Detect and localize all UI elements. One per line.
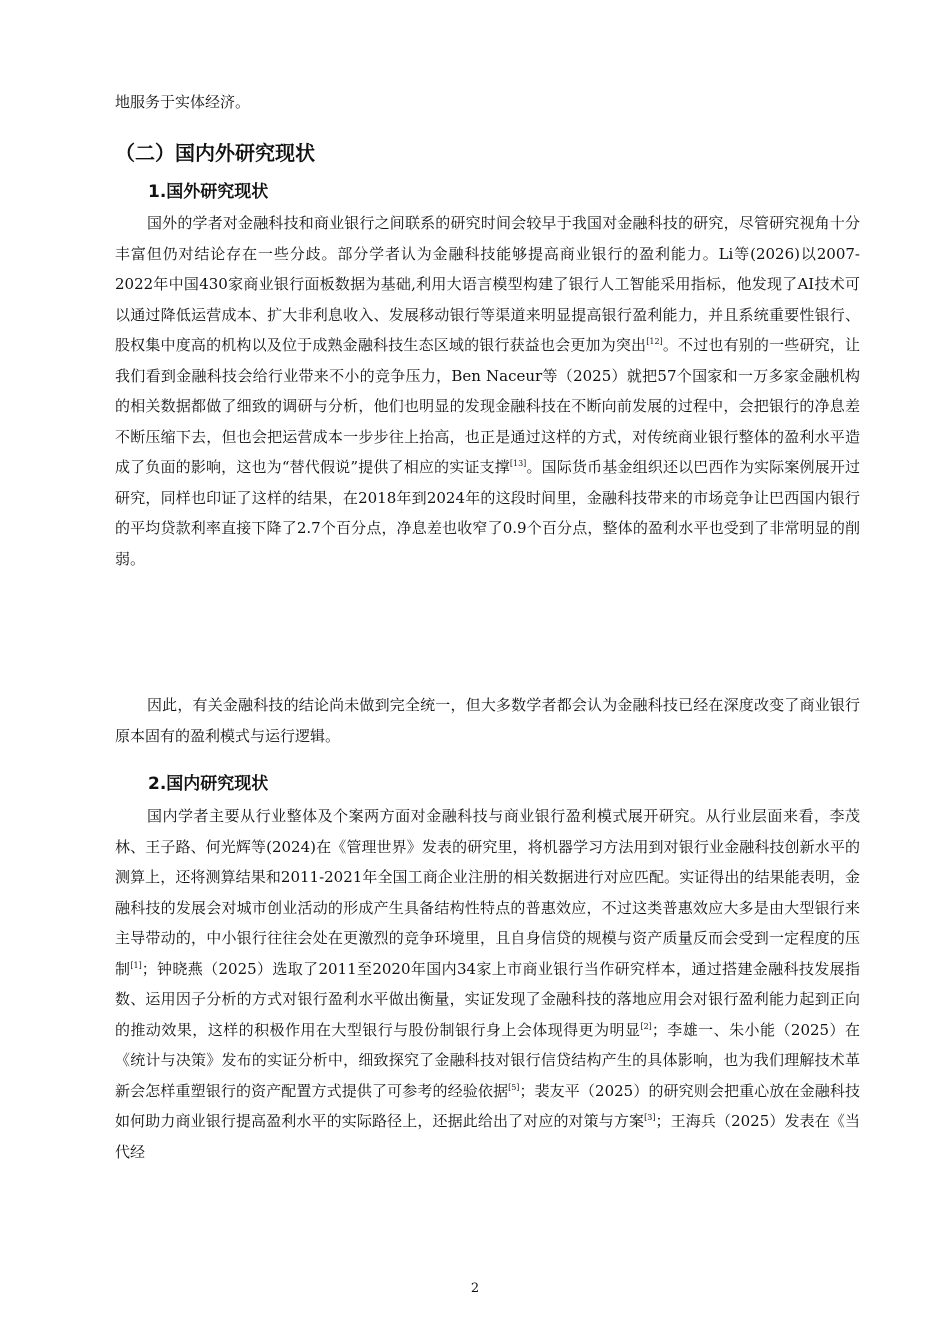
page-number: 2 xyxy=(470,1281,480,1296)
text-run: ；钟晓燕（2025）选取了2011至2020年国内34家上市商业银行当作研究样本，通过搭建金融科技发展指数、运用因子分析的方式对银行盈利水平做出衡量，实证发现了金融科技的落地应用会对银行盈利能力起到正向的推动效果，这样的积极作用在大型银行与股份制银行身上会体现得更为明显 xyxy=(115,959,860,1039)
subsection-heading-foreign: 1.国外研究现状 xyxy=(148,182,269,202)
citation-5: [5] xyxy=(508,1082,520,1092)
text-run: ；李雄一、朱小能（2025）在《统计与决策》发布的实证分析中，细致探究了金融科技对银行信贷结构产生的具体影响，也为我们理解技术革新会怎样重塑银行的资产配置方式提供了可参考的经验依据 xyxy=(115,1020,860,1100)
text-run: ；裴友平（2025）的研究则会把重心放在金融科技如何助力商业银行提高盈利水平的实际路径上，还据此给出了对应的对策与方案 xyxy=(115,1081,860,1130)
citation-1: [1] xyxy=(130,960,142,970)
paragraph-domestic-research xyxy=(115,801,860,1167)
paragraph-conclusion-text: 因此，有关金融科技的结论尚未做到完全统一，但大多数学者都会认为金融科技已经在深度改变了商业银行原本固有的盈利模式与运行逻辑。 xyxy=(115,696,860,745)
paragraph-foreign-research xyxy=(115,208,860,574)
citation-3: [3] xyxy=(644,1113,656,1122)
citation-12: [12] xyxy=(646,337,663,346)
text-run: ；王海兵（2025）发表在《当代经 xyxy=(115,1112,860,1161)
paragraph-foreign-text xyxy=(115,208,860,574)
citation-2: [2] xyxy=(640,1021,652,1031)
subsection-heading-domestic: 2.国内研究现状 xyxy=(148,774,269,794)
text-run: 国外的学者对金融科技和商业银行之间联系的研究时间会较早于我国对金融科技的研究，尽管研究视角十分丰富但仍对结论存在一些分歧。部分学者认为金融科技能够提高商业银行的盈利能力。Li等(2026)以2007-2022年中国430家商业银行面板数据为基础,利用大语言模型构建了银行人工智能采用指标，他发现了AI技术可以通过降低运营成本、扩大非利息收入、发展移动银行等渠道来明显提高银行盈利能力，并且系统重要性银行、股权集中度高的机构以及位于成熟金融科技生态区域的银行获益也会更加为突出 xyxy=(115,214,860,354)
text-run: 国内学者主要从行业整体及个案两方面对金融科技与商业银行盈利模式展开研究。从行业层面来看，李茂林、王子路、何光辉等(2024)在《管理世界》发表的研究里，将机器学习方法用到对银行业金融科技创新水平的测算上，还将测算结果和2011-2021年全国工商企业注册的相关数据进行对应匹配。实证得出的结果能表明，金融科技的发展会对城市创业活动的形成产生具备结构性特点的普惠效应，不过这类普惠效应大多是由大型银行来主导带动的，中小银行往往会处在更激烈的竞争环境里，且自身信贷的规模与资产质量反而会受到一定程度的压制 xyxy=(115,807,860,978)
section-heading: （二）国内外研究现状 xyxy=(115,141,315,165)
continuation-text: 地服务于实体经济。 xyxy=(115,93,251,111)
continuation-paragraph xyxy=(115,87,860,118)
text-run: 。不过也有别的一些研究，让我们看到金融科技会给行业带来不小的竞争压力，Ben Naceur等（2025）就把57个国家和一万多家金融机构的相关数据都做了细致的调研与分析，他们也明显的发现金融科技在不断向前发展的过程中，会把银行的净息差不断压缩下去，但也会把运营成本一步步往上抬高，也正是通过这样的方式，对传统商业银行整体的盈利水平造成了负面的影响，这也为“替代假说”提供了相应的实证支撑 xyxy=(115,336,860,476)
text-run: 。国际货币基金组织还以巴西作为实际案例展开过研究，同样也印证了这样的结果，在2018年到2024年的这段时间里，金融科技带来的市场竞争让巴西国内银行的平均贷款利率直接下降了2.7个百分点，净息差也收窄了0.9个百分点，整体的盈利水平也受到了非常明显的削弱。 xyxy=(115,458,860,568)
paragraph-conclusion xyxy=(115,690,860,751)
paragraph-domestic-text xyxy=(115,801,860,1167)
citation-13: [13] xyxy=(509,459,527,468)
